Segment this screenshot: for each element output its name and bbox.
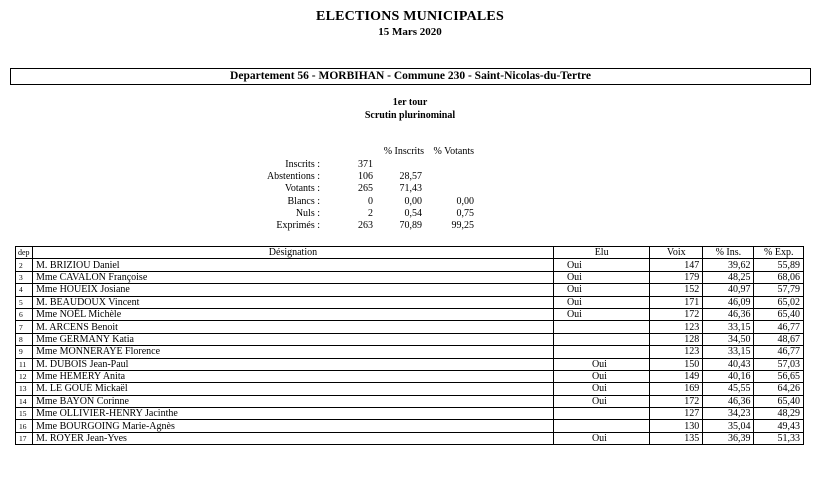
cell-pct-exp: 56,65 <box>754 370 804 382</box>
stats-value: 265 <box>358 183 373 195</box>
stats-pct-inscrits: 28,57 <box>399 171 422 183</box>
cell-elu: Oui <box>553 259 649 271</box>
cell-elu <box>553 333 649 345</box>
cell-voix: 172 <box>650 395 703 407</box>
cell-pct-ins: 46,09 <box>703 296 754 308</box>
stats-pct-inscrits: 71,43 <box>399 183 422 195</box>
header-designation: Désignation <box>32 247 553 259</box>
stats-value: 263 <box>358 220 373 231</box>
cell-designation: Mme OLLIVIER-HENRY Jacinthe <box>32 408 553 420</box>
stats-value: 2 <box>368 207 373 219</box>
cell-pct-ins: 33,15 <box>703 321 754 333</box>
table-row <box>16 420 804 432</box>
cell-designation: M. ROYER Jean-Yves <box>32 432 553 444</box>
stats-row <box>0 220 820 232</box>
cell-pct-exp: 48,67 <box>754 333 804 345</box>
table-row <box>16 346 804 358</box>
cell-voix: 179 <box>650 271 703 283</box>
cell-voix: 171 <box>650 296 703 308</box>
cell-dep: 9 <box>16 346 33 358</box>
cell-pct-ins: 45,55 <box>703 383 754 395</box>
table-row <box>16 370 804 382</box>
cell-designation: M. LE GOUÉ Mickaël <box>32 383 553 395</box>
stats-label: Abstentions : <box>266 171 320 183</box>
cell-dep: 13 <box>16 383 33 395</box>
cell-elu: Oui <box>553 432 649 444</box>
cell-voix: 123 <box>650 321 703 333</box>
stats-pct-inscrits: 0,00 <box>404 195 422 207</box>
cell-pct-exp: 51,33 <box>754 432 804 444</box>
cell-dep: 16 <box>16 420 33 432</box>
header-dep: dep <box>16 247 33 259</box>
cell-voix: 152 <box>650 284 703 296</box>
cell-pct-exp: 57,03 <box>754 358 804 370</box>
table-row <box>16 321 804 333</box>
cell-elu: Oui <box>553 358 649 370</box>
cell-voix: 147 <box>650 259 703 271</box>
table-row <box>16 271 804 283</box>
cell-designation: Mme HOUEIX Josiane <box>32 284 553 296</box>
cell-pct-ins: 39,62 <box>703 259 754 271</box>
stats-label: Blancs : <box>287 195 320 207</box>
table-row <box>16 259 804 271</box>
cell-elu: Oui <box>553 370 649 382</box>
table-header-row <box>16 247 804 259</box>
cell-dep: 6 <box>16 308 33 320</box>
stats-pct-inscrits: 0,54 <box>404 207 422 219</box>
cell-designation: M. ARCENS Benoit <box>32 321 553 333</box>
cell-pct-exp: 55,89 <box>754 259 804 271</box>
stats-row <box>0 171 820 183</box>
header-pct-exp: % Exp. <box>754 247 804 259</box>
cell-elu <box>553 420 649 432</box>
cell-voix: 150 <box>650 358 703 370</box>
cell-pct-ins: 36,39 <box>703 432 754 444</box>
stats-pct-votants: 0,00 <box>456 195 474 207</box>
table-row <box>16 395 804 407</box>
header-voix: Voix <box>650 247 703 259</box>
table-row <box>16 358 804 370</box>
cell-voix: 123 <box>650 346 703 358</box>
header-elu: Elu <box>553 247 649 259</box>
cell-pct-ins: 34,23 <box>703 408 754 420</box>
cell-pct-ins: 40,97 <box>703 284 754 296</box>
stats-label: Inscrits : <box>285 159 320 170</box>
cell-pct-ins: 48,25 <box>703 271 754 283</box>
page-title: ELECTIONS MUNICIPALES <box>316 9 504 24</box>
cell-pct-ins: 40,43 <box>703 358 754 370</box>
cell-dep: 11 <box>16 358 33 370</box>
cell-elu <box>553 408 649 420</box>
cell-pct-exp: 57,79 <box>754 284 804 296</box>
stats-label: Votants : <box>284 183 320 195</box>
stats-col-votants: % Votants <box>433 146 474 157</box>
cell-designation: M. BRIZIOU Daniel <box>32 259 553 271</box>
table-row <box>16 383 804 395</box>
cell-elu: Oui <box>553 284 649 296</box>
stats-row <box>0 208 820 220</box>
cell-elu: Oui <box>553 271 649 283</box>
stats-header <box>0 146 820 158</box>
cell-dep: 4 <box>16 284 33 296</box>
cell-pct-exp: 46,77 <box>754 321 804 333</box>
stats-pct-inscrits: 70,89 <box>399 220 422 231</box>
cell-designation: Mme MONNERAYE Florence <box>32 346 553 358</box>
cell-pct-exp: 64,26 <box>754 383 804 395</box>
table-row <box>16 284 804 296</box>
cell-dep: 15 <box>16 408 33 420</box>
cell-pct-exp: 68,06 <box>754 271 804 283</box>
ballot-type: Scrutin plurinominal <box>364 110 456 121</box>
cell-elu <box>553 346 649 358</box>
cell-designation: M. DUBOIS Jean-Paul <box>32 358 553 370</box>
cell-pct-ins: 40,16 <box>703 370 754 382</box>
results-table <box>15 246 804 445</box>
cell-voix: 128 <box>650 333 703 345</box>
cell-pct-ins: 46,36 <box>703 308 754 320</box>
cell-voix: 130 <box>650 420 703 432</box>
cell-pct-exp: 49,43 <box>754 420 804 432</box>
cell-pct-ins: 46,36 <box>703 395 754 407</box>
cell-designation: Mme NOËL Michèle <box>32 308 553 320</box>
cell-designation: Mme HEMERY Anita <box>32 370 553 382</box>
cell-elu: Oui <box>553 395 649 407</box>
table-row <box>16 408 804 420</box>
election-date: 15 Mars 2020 <box>378 26 442 38</box>
cell-elu <box>553 321 649 333</box>
stats-row <box>0 183 820 195</box>
department-banner: Departement 56 - MORBIHAN - Commune 230 - Saint-Nicolas-du-Tertre <box>10 68 811 85</box>
cell-dep: 8 <box>16 333 33 345</box>
round-label: 1er tour <box>392 97 428 108</box>
cell-voix: 172 <box>650 308 703 320</box>
table-row <box>16 296 804 308</box>
cell-voix: 127 <box>650 408 703 420</box>
cell-pct-exp: 65,40 <box>754 395 804 407</box>
cell-designation: Mme CAVALON Françoise <box>32 271 553 283</box>
stats-value: 371 <box>358 159 373 170</box>
cell-designation: Mme GERMANY Katia <box>32 333 553 345</box>
cell-voix: 149 <box>650 370 703 382</box>
stats-col-inscrits: % Inscrits <box>383 146 424 157</box>
stats-pct-votants: 0,75 <box>456 207 474 219</box>
header-pct-ins: % Ins. <box>703 247 754 259</box>
cell-elu: Oui <box>553 308 649 320</box>
stats-label: Nuls : <box>295 207 320 219</box>
cell-dep: 5 <box>16 296 33 308</box>
cell-pct-exp: 46,77 <box>754 346 804 358</box>
cell-dep: 2 <box>16 259 33 271</box>
cell-designation: Mme BOURGOING Marie-Agnès <box>32 420 553 432</box>
stats-pct-votants: 99,25 <box>451 220 474 231</box>
stats-value: 0 <box>368 195 373 207</box>
cell-pct-ins: 34,50 <box>703 333 754 345</box>
stats-row <box>0 196 820 208</box>
cell-elu: Oui <box>553 383 649 395</box>
stats-label: Exprimés : <box>276 220 320 231</box>
stats-value: 106 <box>358 171 373 183</box>
cell-pct-ins: 35,04 <box>703 420 754 432</box>
cell-dep: 3 <box>16 271 33 283</box>
cell-pct-ins: 33,15 <box>703 346 754 358</box>
cell-pct-exp: 48,29 <box>754 408 804 420</box>
cell-pct-exp: 65,40 <box>754 308 804 320</box>
cell-designation: Mme BAYON Corinne <box>32 395 553 407</box>
cell-voix: 169 <box>650 383 703 395</box>
cell-dep: 14 <box>16 395 33 407</box>
cell-dep: 7 <box>16 321 33 333</box>
table-row <box>16 432 804 444</box>
cell-pct-exp: 65,02 <box>754 296 804 308</box>
cell-dep: 17 <box>16 432 33 444</box>
cell-elu: Oui <box>553 296 649 308</box>
cell-voix: 135 <box>650 432 703 444</box>
cell-designation: M. BEAUDOUX Vincent <box>32 296 553 308</box>
stats-row <box>0 159 820 171</box>
cell-dep: 12 <box>16 370 33 382</box>
table-row <box>16 333 804 345</box>
table-row <box>16 308 804 320</box>
